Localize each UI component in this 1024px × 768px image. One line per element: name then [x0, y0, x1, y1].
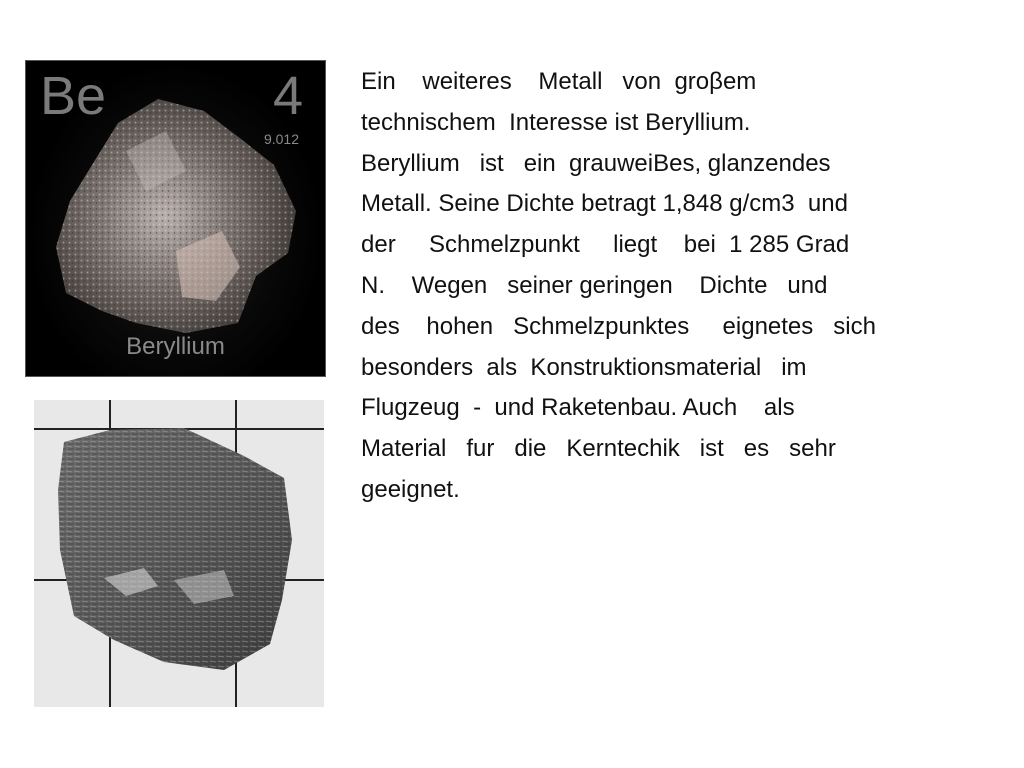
- paragraph-line: Flugzeug - und Raketenbau. Auch als: [361, 394, 795, 422]
- paragraph-line: Ein weiteres Metall von groβem: [361, 68, 757, 95]
- paragraph-line: geeignet.: [361, 475, 460, 503]
- paragraph-line: des hohen Schmelzpunktes eignetes sich: [361, 312, 876, 340]
- beryllium-element-card-photo: [25, 60, 326, 377]
- paragraph-line: Beryllium ist ein grauweiBes, glanzendes: [361, 149, 831, 177]
- atomic-mass: 9.012: [263, 131, 299, 147]
- paragraph-line: Material fur die Kerntechik ist es sehr: [361, 435, 836, 463]
- paragraph-line: besonders als Konstruktionsmaterial im: [361, 353, 807, 381]
- element-symbol: Be: [40, 66, 107, 126]
- paragraph-line: der Schmelzpunkt liegt bei 1 285 Grad: [361, 231, 850, 259]
- atomic-number: 4: [272, 66, 303, 126]
- beryllium-on-grid-photo: [34, 400, 324, 707]
- description-paragraph: [361, 62, 1009, 511]
- paragraph-line: technischem Interesse ist Beryllium.: [361, 108, 751, 136]
- element-name: Beryllium: [126, 333, 225, 360]
- beryllium-lump-image: [34, 400, 324, 707]
- paragraph-line: N. Wegen seiner geringen Dichte und: [361, 271, 828, 299]
- paragraph-line: Metall. Seine Dichte betragt 1,848 g/cm3 und: [361, 190, 848, 218]
